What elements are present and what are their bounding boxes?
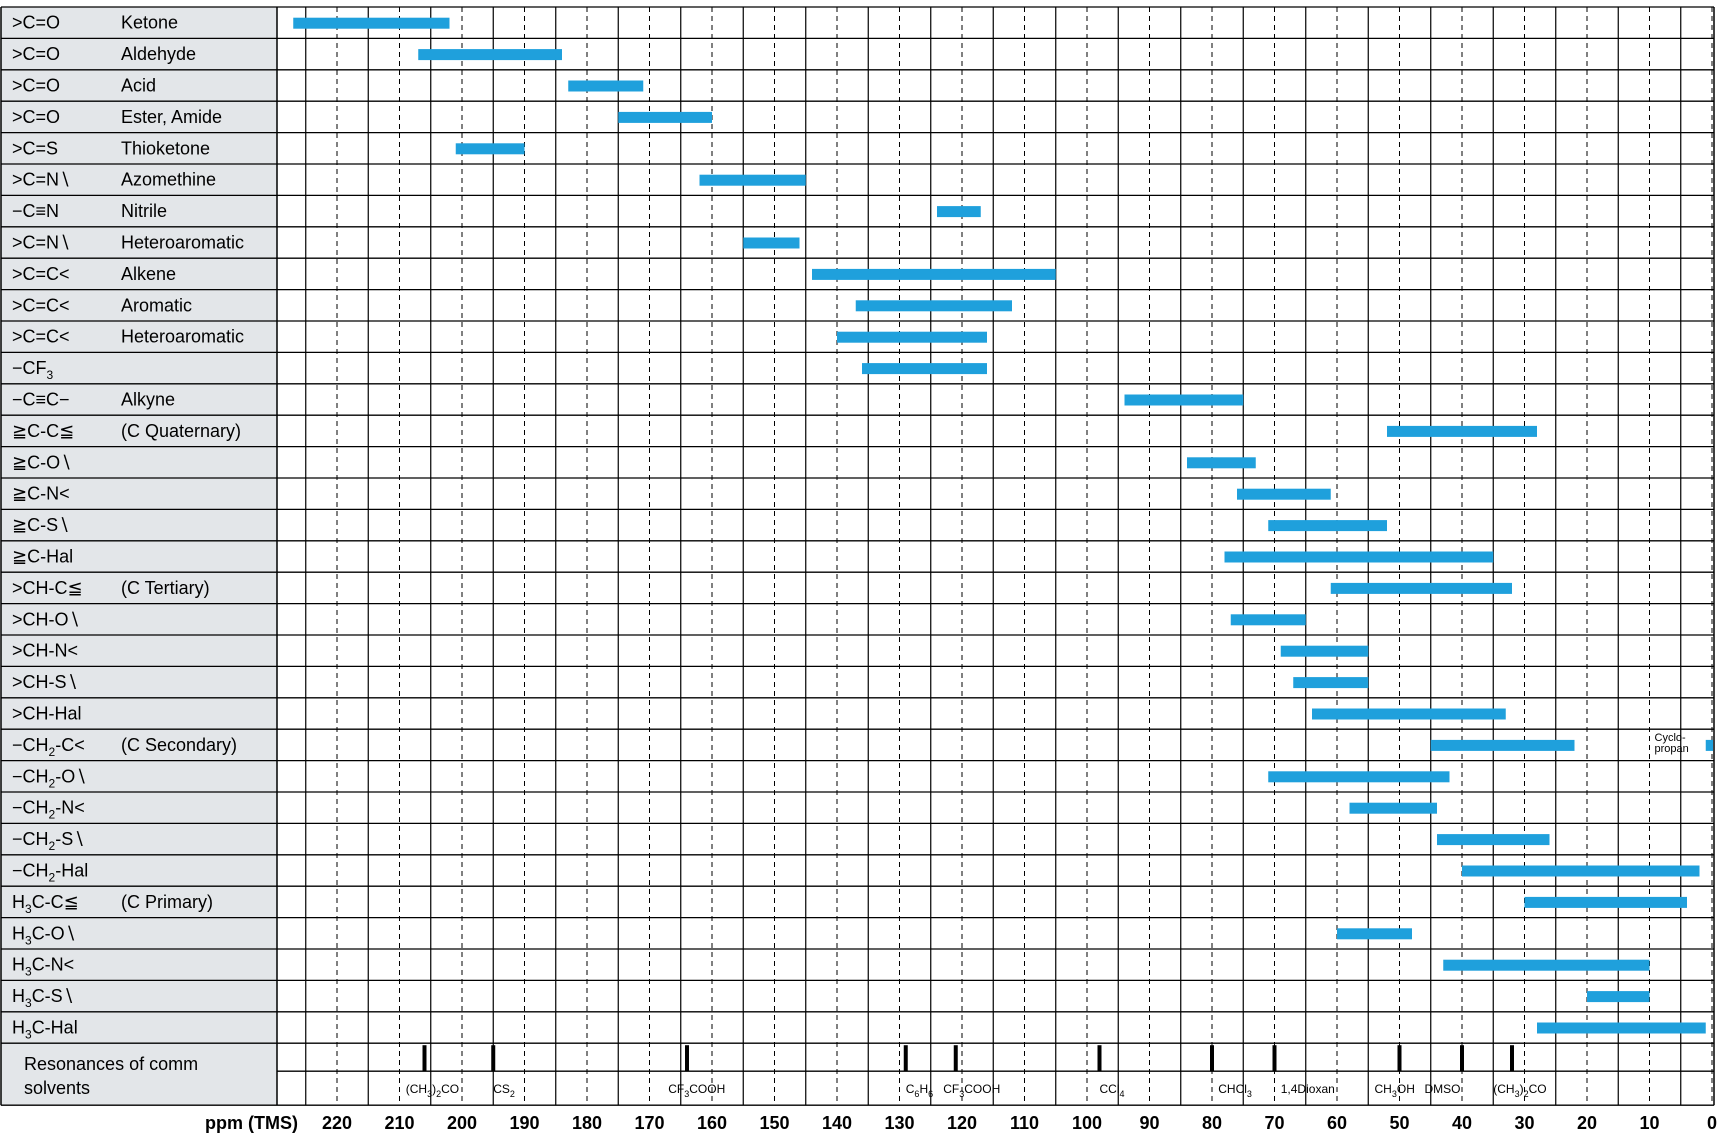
range-bar [862,363,987,374]
x-tick-label: 190 [509,1113,540,1134]
solvent-name: DMSO [1424,1082,1461,1097]
x-tick-label: 110 [1009,1113,1040,1134]
range-bar [700,175,806,186]
solvent-name: $C_6H_6$ [905,1082,934,1100]
row-name: Heteroaromatic [121,326,245,347]
range-bar [1537,1023,1706,1034]
row-formula: >CH-C≦ [12,577,83,598]
row-formula: ≧C-N< [12,483,70,504]
range-bar [937,206,981,217]
row-name: (C Quaternary) [121,420,242,441]
solvent-name: CHCl$_3$ [1218,1082,1252,1100]
row-name: Azomethine [121,169,217,190]
x-tick-label: 40 [1451,1113,1473,1134]
row-formula: $-CH_2-S∖$ [12,829,85,854]
x-tick-label: 120 [946,1113,978,1134]
row-formula: >C=C< [12,295,70,316]
row-name: Heteroaromatic [121,232,245,253]
row-formula: >C=O [12,12,61,33]
range-bar [743,238,799,249]
x-tick-label: 220 [321,1113,353,1134]
row-formula: >C=N∖ [12,169,71,190]
x-tick-label: 80 [1201,1113,1223,1134]
row-formula: >CH-O∖ [12,609,80,630]
range-bar [1337,928,1412,939]
row-formula: >C=C< [12,263,70,284]
range-bar [1268,771,1449,782]
row-formula: >C=O [12,75,61,96]
x-tick-label: 150 [759,1113,790,1134]
x-tick-label: 20 [1576,1113,1598,1134]
range-bar [1525,897,1688,908]
range-bar [1706,740,1713,751]
range-bar [1225,552,1494,563]
x-tick-label: 30 [1514,1113,1535,1134]
solvent-name: 1,4Dioxan [1280,1082,1335,1097]
range-bar [1312,709,1506,720]
x-tick-label: 160 [696,1113,728,1134]
x-tick-label: 70 [1264,1113,1285,1134]
range-bar [1237,489,1331,500]
row-formula: ≧C-C≦ [12,420,75,441]
range-bar [1231,614,1306,625]
solvent-name: CCl$_4$ [1099,1082,1125,1100]
row-formula: >CH-N< [12,640,79,661]
solvent-name: $CF_3COOH$ [668,1082,726,1100]
row-formula: ≧C-O∖ [12,452,72,473]
x-tick-label: 130 [884,1113,915,1134]
x-tick-label: 10 [1639,1113,1660,1134]
row-formula: >C=O [12,44,61,65]
solvent-name: $CF_3COOH$ [943,1082,1001,1100]
row-formula: ≧C-Hal [12,546,74,567]
row-name: Aromatic [121,295,193,316]
row-formula: $-CH_2-C<$ [12,734,85,759]
x-tick-label: 170 [634,1113,665,1134]
solvents-label: solvents [24,1078,91,1099]
range-bar [1462,866,1700,877]
x-tick-label: 50 [1389,1113,1410,1134]
x-tick-label: 100 [1071,1113,1103,1134]
row-name: (C Tertiary) [121,577,210,598]
range-bar [456,143,525,154]
x-tick-label: 210 [384,1113,415,1134]
range-bar [1437,834,1550,845]
range-bar [1587,991,1650,1002]
row-name: Thioketone [121,138,211,159]
solvent-name: $(CH_3)_2CO$ [405,1082,460,1100]
row-formula: $-CH_2-N<$ [12,797,85,822]
row-name: Alkene [121,263,177,284]
row-formula: >CH-Hal [12,703,82,724]
row-formula: $-CH_2-O∖$ [12,766,87,791]
x-tick-label: 200 [446,1113,478,1134]
range-bar [1331,583,1512,594]
range-bar [812,269,1056,280]
range-bar [1443,960,1649,971]
range-bar [1125,395,1244,406]
range-bar [418,49,562,60]
row-formula: >C=N∖ [12,232,71,253]
row-name: Ester, Amide [121,106,223,127]
range-bar [1187,457,1256,468]
row-name: Nitrile [121,201,168,222]
range-bar [568,81,643,92]
row-name: (C Secondary) [121,734,238,755]
solvent-name: $CH_3OH$ [1374,1082,1415,1100]
row-formula: ≧C-S∖ [12,515,70,536]
x-tick-label: 60 [1326,1113,1348,1134]
range-bar [1431,740,1575,751]
row-formula: >CH-S∖ [12,672,78,693]
solvents-label: Resonances of comm [24,1054,199,1075]
row-formula: >C=C< [12,326,70,347]
row-name: Ketone [121,12,179,33]
x-tick-label: 180 [571,1113,603,1134]
row-formula: $H_3C-S∖$ [12,986,75,1011]
row-name: (C Primary) [121,891,213,912]
solvent-name: $CS_2$ [493,1082,515,1100]
annotation-label: Cyclo- [1654,732,1686,745]
row-formula: −C≡C− [12,389,70,410]
solvent-name: $(CH_3)_2CO$ [1493,1082,1547,1100]
range-bar [856,300,1012,311]
range-bar [837,332,987,343]
x-tick-label: 90 [1139,1113,1160,1134]
range-bar [1268,520,1387,531]
row-formula: $H_3C$-Hal [12,1017,78,1042]
row-formula: $H_3C-N<$ [12,954,75,979]
row-formula: $-CH_2$-Hal [12,860,89,885]
x-tick-label: 140 [821,1113,853,1134]
range-bar [618,112,712,123]
row-formula: >C=O [12,106,61,127]
plot-area [277,7,1714,1105]
range-bar [293,18,449,29]
range-bar [1281,646,1369,657]
row-name: Acid [121,75,157,96]
range-bar [1293,677,1368,688]
row-formula: >C=S [12,138,59,159]
x-tick-label: 0 [1706,1113,1718,1134]
row-formula: −C≡N [12,201,60,222]
row-formula: $H_3C-O∖$ [12,923,77,948]
range-bar [1387,426,1537,437]
row-name: Alkyne [121,389,176,410]
range-bar [1350,803,1438,814]
row-formula: $-CF_3$ [12,358,54,383]
annotation-label: propan [1654,743,1689,756]
row-name: Aldehyde [121,44,197,65]
row-formula: $H_3C-C≦$ [12,891,79,916]
x-axis-label: ppm (TMS) [205,1113,298,1134]
